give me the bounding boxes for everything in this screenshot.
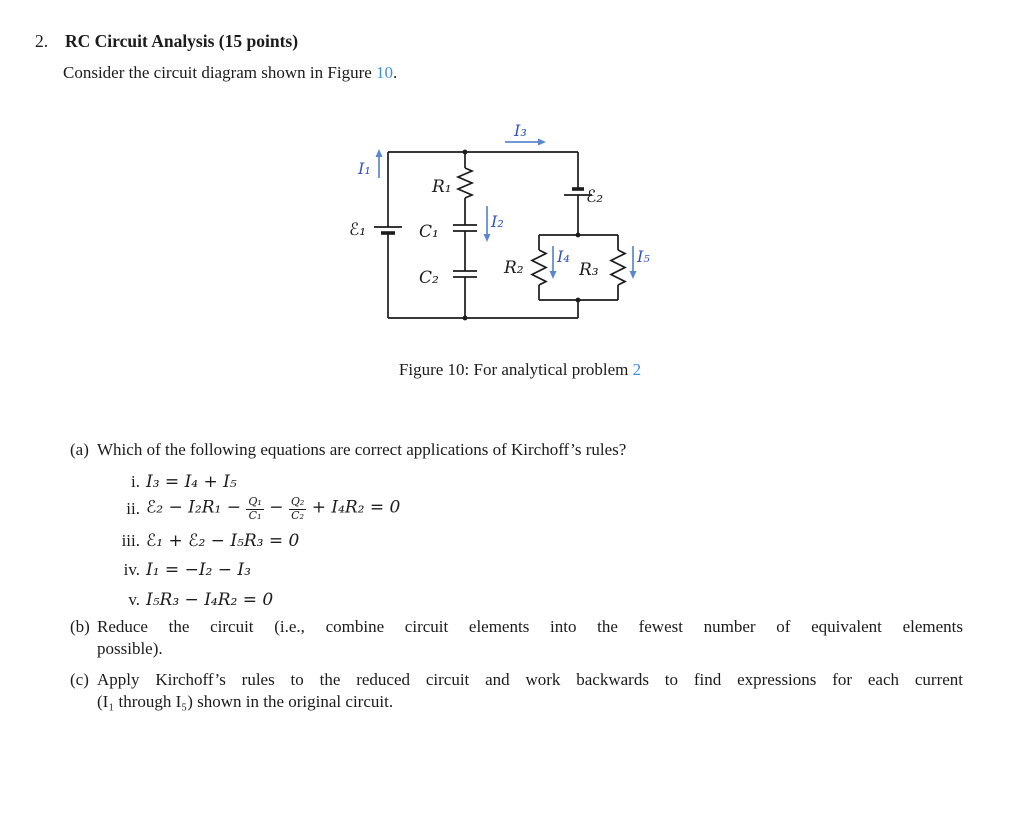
label-r2: R₂: [504, 258, 524, 278]
equation-expression: ℰ₁ + ℰ₂ − I₅R₃ = 0: [146, 530, 300, 551]
part-a: [70, 439, 963, 461]
label-r1: R₁: [432, 177, 452, 197]
part-c: [70, 669, 963, 713]
label-i2: I₂: [491, 212, 504, 231]
current-arrow-i5: [630, 246, 637, 279]
paragraph-line: possible).: [97, 639, 163, 658]
caption-text: Figure 10: For analytical problem: [398, 360, 633, 379]
label-i5: I₅: [637, 247, 650, 266]
current-arrow-i1: [376, 149, 383, 178]
part-a-text: Which of the following equations are correct applications of Kirchoff’s rules?: [97, 440, 627, 459]
problem-title: RC Circuit Analysis (15 points): [65, 31, 299, 51]
equation-expression: I₅R₃ − I₄R₂ = 0: [146, 590, 274, 610]
equation-numeral: ii.: [126, 499, 140, 518]
intro-text: [63, 62, 397, 84]
intro-before: Consider the circuit diagram shown in Figure: [63, 63, 377, 82]
part-a-label: (a): [70, 440, 89, 459]
part-c-text: [97, 669, 963, 713]
equation-expression: ℰ₂ − I₂R₁ − $\frac{\text{Q₁}}{\text{C₁}}$ − $\frac{\text{Q₂}}{\text{C₂}}$ + I₄R₂ = 0: [146, 495, 401, 522]
resistor-r1: [458, 168, 472, 198]
label-c2: C₂: [419, 268, 439, 288]
equation-numeral: iv.: [123, 560, 140, 579]
paragraph-line: Reduce the circuit (i.e., combine circuit elements into the fewest number of equivalent elements: [97, 617, 963, 636]
paragraph-line: Apply Kirchoff’s rules to the reduced circuit and work backwards to find expressions for each current: [97, 670, 963, 689]
part-b-text: [97, 616, 963, 660]
intro-after: .: [393, 63, 398, 82]
label-emf1: ℰ₁: [349, 220, 367, 240]
problem-number: 2.: [35, 31, 49, 51]
equation-item: [97, 585, 400, 615]
part-c-label: (c): [70, 670, 89, 689]
current-arrow-i4: [550, 246, 557, 279]
label-c1: C₁: [419, 222, 439, 242]
equation-list: [97, 471, 400, 615]
caption-ref-link[interactable]: 2: [632, 360, 642, 379]
resistor-r3: [611, 250, 625, 285]
part-b: [70, 616, 963, 660]
figure-ref-link[interactable]: 10: [376, 63, 394, 82]
paragraph-line: (I₁ through I₅) shown in the original circuit.: [97, 692, 394, 711]
resistor-r2: [532, 250, 546, 285]
equation-expression: I₁ = −I₂ − I₃: [146, 560, 251, 580]
equation-item: [97, 471, 400, 492]
circuit-figure: [320, 108, 700, 352]
capacitor-c1: [453, 225, 477, 231]
label-r3: R₃: [579, 260, 599, 280]
equation-item: [97, 555, 400, 585]
label-emf2: ℰ₂: [586, 187, 604, 207]
equation-numeral: v.: [128, 590, 140, 609]
figure-caption: [8, 360, 1024, 380]
capacitor-c2: [453, 271, 477, 277]
equation-numeral: i.: [131, 471, 140, 491]
equation-item: [97, 526, 400, 555]
label-i1: I₁: [358, 159, 371, 178]
battery-emf1: [374, 227, 402, 233]
label-i4: I₄: [557, 247, 570, 266]
equation-expression: I₃ = I₄ + I₅: [146, 471, 237, 492]
current-arrow-i2: [484, 206, 491, 242]
equation-item: [97, 492, 400, 526]
problem-heading: [35, 31, 298, 52]
part-b-label: (b): [70, 617, 90, 636]
fraction: $\frac{\text{Q₂}}{\text{C₂}}$: [290, 495, 305, 522]
label-i3: I₃: [514, 121, 527, 140]
fraction: $\frac{\text{Q₁}}{\text{C₁}}$: [248, 495, 262, 522]
equation-numeral: iii.: [121, 530, 140, 550]
